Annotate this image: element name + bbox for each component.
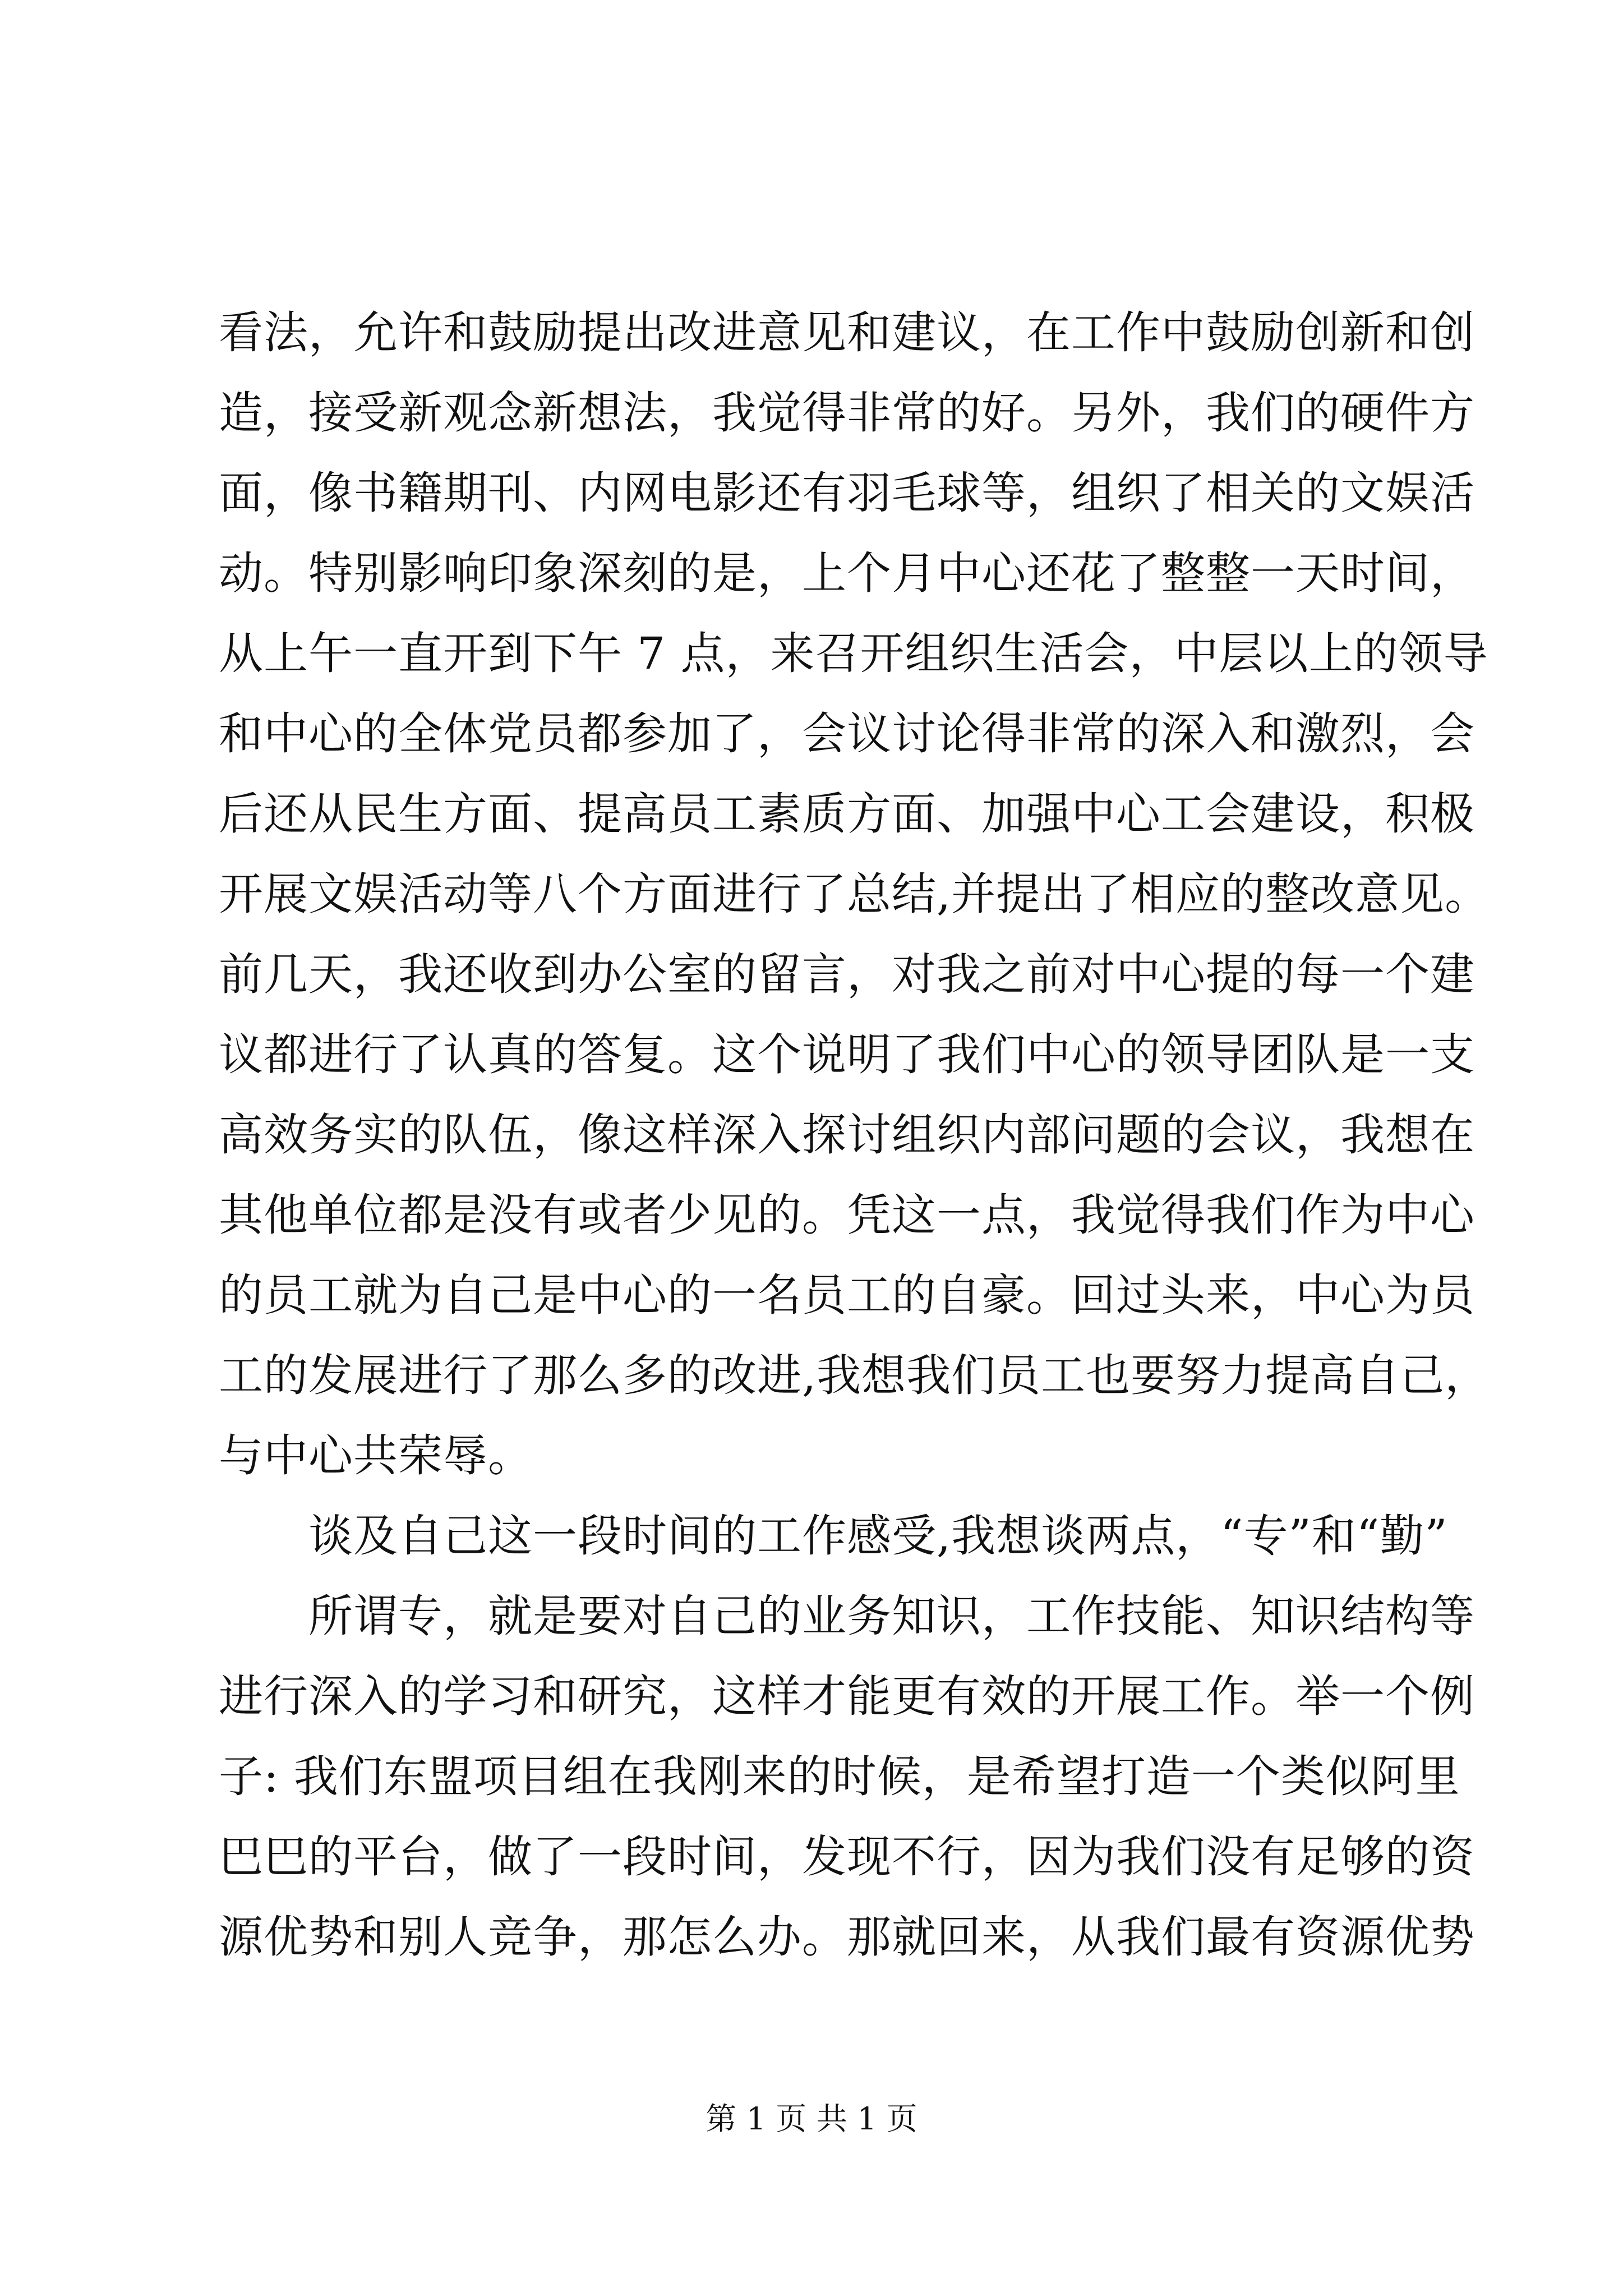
text-line: 工的发展进行了那么多的改进,我想我们员工也要努力提高自己， — [219, 1350, 1490, 1401]
text-line: 面，像书籍期刊、内网电影还有羽毛球等，组织了相关的文娱活 — [219, 467, 1475, 519]
paragraph-start-line: 谈及自己这一段时间的工作感受,我想谈两点，“专”和“勤” — [308, 1510, 1448, 1562]
text-line: 高效务实的队伍，像这样深入探讨组织内部问题的会议，我想在 — [219, 1109, 1475, 1161]
text-line: 与中心共荣辱。 — [219, 1430, 533, 1481]
text-line: 议都进行了认真的答复。这个说明了我们中心的领导团队是一支 — [219, 1029, 1475, 1080]
text-line: 巴巴的平台，做了一段时间，发现不行，因为我们没有足够的资 — [219, 1831, 1475, 1883]
text-line: 源优势和别人竞争，那怎么办。那就回来，从我们最有资源优势 — [219, 1911, 1475, 1963]
text-line: 的员工就为自己是中心的一名员工的自豪。回过头来，中心为员 — [219, 1269, 1475, 1321]
text-line: 看法，允许和鼓励提出改进意见和建议，在工作中鼓励创新和创 — [219, 307, 1475, 358]
text-line: 前几天，我还收到办公室的留言，对我之前对中心提的每一个建 — [219, 949, 1475, 1000]
text-line: 从上午一直开到下午 7 点，来召开组织生活会，中层以上的领导 — [219, 628, 1488, 679]
text-line: 进行深入的学习和研究，这样才能更有效的开展工作。举一个例 — [219, 1671, 1475, 1722]
text-line: 造，接受新观念新想法，我觉得非常的好。另外，我们的硬件方 — [219, 387, 1475, 439]
page-number-footer: 第 1 页 共 1 页 — [706, 2101, 917, 2137]
text-line: 子: 我们东盟项目组在我刚来的时候，是希望打造一个类似阿里 — [219, 1751, 1460, 1802]
paragraph-start-line: 所谓专，就是要对自己的业务知识，工作技能、知识结构等 — [308, 1590, 1475, 1642]
text-line: 其他单位都是没有或者少见的。凭这一点，我觉得我们作为中心 — [219, 1189, 1475, 1241]
text-line: 后还从民生方面、提高员工素质方面、加强中心工会建设，积极 — [219, 788, 1475, 840]
text-line: 开展文娱活动等八个方面进行了总结,并提出了相应的整改意见。 — [219, 868, 1490, 920]
text-line: 和中心的全体党员都参加了，会议讨论得非常的深入和激烈，会 — [219, 708, 1475, 760]
document-body — [219, 293, 1490, 1977]
text-line: 动。特别影响印象深刻的是，上个月中心还花了整整一天时间， — [219, 547, 1475, 599]
